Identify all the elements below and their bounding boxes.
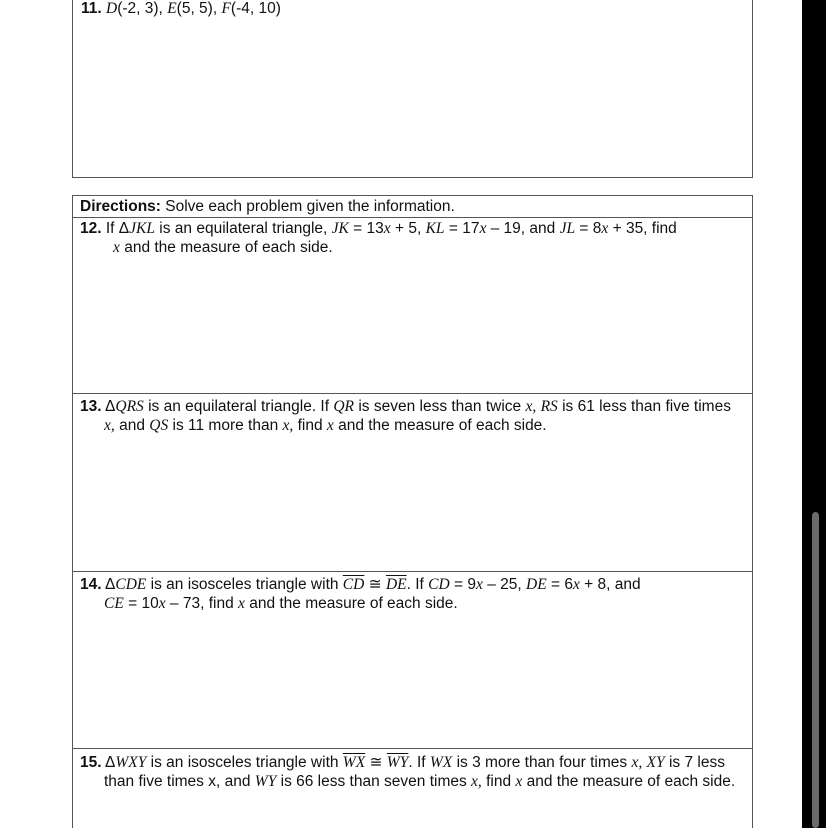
directions-text: Directions: Solve each problem given the information.: [80, 198, 455, 215]
problem-13-line-1: 13. ΔQRS is an equilateral triangle. If QR is seven less than twice x, RS is 61 less than five times: [80, 398, 731, 415]
vertical-scrollbar[interactable]: [812, 512, 819, 828]
problem-12-line-1: 12. If ΔJKL is an equilateral triangle, JK = 13x + 5, KL = 17x – 19, and JL = 8x + 35, find: [80, 220, 677, 237]
directions-row: [73, 196, 752, 217]
problem-11-text: 11. D(-2, 3), E(5, 5), F(-4, 10): [81, 0, 281, 17]
problem-15-line-2: than five times x, and WY is 66 less than seven times x, find x and the measure of each side.: [104, 773, 736, 790]
problem-14-line-2: CE = 10x – 73, find x and the measure of each side.: [104, 595, 458, 612]
problem-11-box: [72, 0, 753, 178]
problem-12-line-2: x and the measure of each side.: [113, 239, 333, 256]
problem-14-row: [73, 571, 752, 749]
problem-13-line-2: x, and QS is 11 more than x, find x and the measure of each side.: [104, 417, 547, 434]
problem-15-row: [73, 748, 752, 828]
problems-table: [72, 195, 753, 828]
problem-13-row: [73, 393, 752, 572]
problem-12-row: [73, 217, 752, 394]
problem-14-line-1: 14. ΔCDE is an isosceles triangle with $\overline{CD}$ ≅ $\overline{DE}$. If CD = 9x – 25, DE = 6x + 8, and: [80, 576, 641, 593]
problem-15-line-1: 15. ΔWXY is an isosceles triangle with $\overline{WX}$ ≅ $\overline{WY}$. If WX is 3 more than four times x, XY is 7 less: [80, 754, 725, 771]
